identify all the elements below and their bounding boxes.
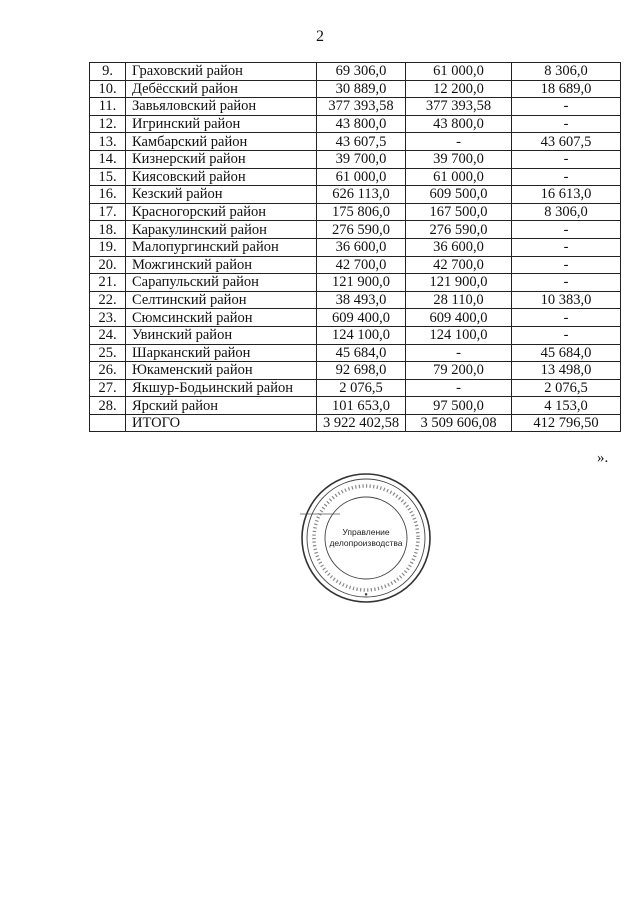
- amount-total: 30 889,0: [317, 80, 406, 98]
- amount-col3: -: [512, 115, 621, 133]
- row-number: 12.: [90, 115, 126, 133]
- amount-col3: -: [512, 274, 621, 292]
- amount-col2: -: [406, 133, 512, 151]
- amount-col3: 4 153,0: [512, 397, 621, 415]
- amount-col3: 8 306,0: [512, 63, 621, 81]
- amount-col3: 13 498,0: [512, 362, 621, 380]
- amount-total: 45 684,0: [317, 344, 406, 362]
- row-number: 27.: [90, 379, 126, 397]
- amount-total: 377 393,58: [317, 98, 406, 116]
- amount-col2: 609 400,0: [406, 309, 512, 327]
- row-number: 23.: [90, 309, 126, 327]
- amount-total: 3 922 402,58: [317, 414, 406, 432]
- district-name: Граховский район: [126, 63, 317, 81]
- amount-col3: 16 613,0: [512, 186, 621, 204]
- svg-text:●: ●: [364, 592, 368, 598]
- table-row: [90, 133, 621, 151]
- amount-col2: 79 200,0: [406, 362, 512, 380]
- stamp-text-line2: делопроизводства: [329, 538, 403, 548]
- amount-col2: 61 000,0: [406, 168, 512, 186]
- amount-col2: 97 500,0: [406, 397, 512, 415]
- closing-quote: ».: [597, 450, 609, 466]
- district-name: Кизнерский район: [126, 150, 317, 168]
- amount-col2: 609 500,0: [406, 186, 512, 204]
- district-name: Можгинский район: [126, 256, 317, 274]
- amount-col3: 45 684,0: [512, 344, 621, 362]
- amount-col2: 43 800,0: [406, 115, 512, 133]
- table-row: [90, 115, 621, 133]
- district-name: Завьяловский район: [126, 98, 317, 116]
- stamp-seal-graphic: [300, 472, 432, 604]
- amount-total: 38 493,0: [317, 291, 406, 309]
- row-number: 22.: [90, 291, 126, 309]
- row-number: [90, 414, 126, 432]
- table-row: [90, 168, 621, 186]
- row-number: 9.: [90, 63, 126, 81]
- amount-total: 92 698,0: [317, 362, 406, 380]
- district-name: ИТОГО: [126, 414, 317, 432]
- table-row: [90, 379, 621, 397]
- amount-col3: 18 689,0: [512, 80, 621, 98]
- amount-col2: 36 600,0: [406, 238, 512, 256]
- district-name: Кезский район: [126, 186, 317, 204]
- amount-col3: -: [512, 256, 621, 274]
- amount-total: 42 700,0: [317, 256, 406, 274]
- row-number: 14.: [90, 150, 126, 168]
- amount-total: 175 806,0: [317, 203, 406, 221]
- amount-col3: 412 796,50: [512, 414, 621, 432]
- row-number: 24.: [90, 326, 126, 344]
- amount-col2: 12 200,0: [406, 80, 512, 98]
- row-number: 16.: [90, 186, 126, 204]
- table-row: [90, 256, 621, 274]
- amount-total: 609 400,0: [317, 309, 406, 327]
- amount-col2: 167 500,0: [406, 203, 512, 221]
- budget-table: [89, 62, 621, 432]
- table-row: [90, 203, 621, 221]
- district-name: Якшур-Бодьинский район: [126, 379, 317, 397]
- district-name: Юкаменский район: [126, 362, 317, 380]
- amount-total: 2 076,5: [317, 379, 406, 397]
- table-row: [90, 344, 621, 362]
- official-stamp: [300, 472, 432, 604]
- row-number: 15.: [90, 168, 126, 186]
- amount-col3: 43 607,5: [512, 133, 621, 151]
- amount-col3: -: [512, 150, 621, 168]
- amount-col3: -: [512, 309, 621, 327]
- row-number: 26.: [90, 362, 126, 380]
- district-name: Красногорский район: [126, 203, 317, 221]
- row-number: 11.: [90, 98, 126, 116]
- table-total-row: [90, 414, 621, 432]
- table-row: [90, 186, 621, 204]
- table-row: [90, 291, 621, 309]
- amount-col2: 377 393,58: [406, 98, 512, 116]
- district-name: Увинский район: [126, 326, 317, 344]
- district-name: Игринский район: [126, 115, 317, 133]
- row-number: 10.: [90, 80, 126, 98]
- row-number: 25.: [90, 344, 126, 362]
- amount-col3: -: [512, 221, 621, 239]
- district-name: Сарапульский район: [126, 274, 317, 292]
- district-name: Дебёсский район: [126, 80, 317, 98]
- row-number: 21.: [90, 274, 126, 292]
- amount-total: 39 700,0: [317, 150, 406, 168]
- page-number: 2: [316, 28, 324, 45]
- amount-col3: 10 383,0: [512, 291, 621, 309]
- amount-total: 36 600,0: [317, 238, 406, 256]
- table-row: [90, 362, 621, 380]
- amount-col2: 121 900,0: [406, 274, 512, 292]
- amount-total: 121 900,0: [317, 274, 406, 292]
- table-row: [90, 221, 621, 239]
- amount-col2: 28 110,0: [406, 291, 512, 309]
- amount-total: 626 113,0: [317, 186, 406, 204]
- amount-total: 43 607,5: [317, 133, 406, 151]
- amount-col2: 61 000,0: [406, 63, 512, 81]
- amount-col2: -: [406, 379, 512, 397]
- table-row: [90, 80, 621, 98]
- row-number: 20.: [90, 256, 126, 274]
- amount-col2: 3 509 606,08: [406, 414, 512, 432]
- amount-col2: 124 100,0: [406, 326, 512, 344]
- amount-col3: 8 306,0: [512, 203, 621, 221]
- table-row: [90, 238, 621, 256]
- district-name: Селтинский район: [126, 291, 317, 309]
- amount-col2: 42 700,0: [406, 256, 512, 274]
- amount-col2: 39 700,0: [406, 150, 512, 168]
- amount-total: 69 306,0: [317, 63, 406, 81]
- table-row: [90, 150, 621, 168]
- amount-total: 124 100,0: [317, 326, 406, 344]
- row-number: 13.: [90, 133, 126, 151]
- row-number: 17.: [90, 203, 126, 221]
- amount-col3: -: [512, 326, 621, 344]
- row-number: 18.: [90, 221, 126, 239]
- amount-total: 101 653,0: [317, 397, 406, 415]
- district-name: Киясовский район: [126, 168, 317, 186]
- stamp-text-line1: Управление: [342, 527, 390, 537]
- amount-col2: -: [406, 344, 512, 362]
- table-row: [90, 63, 621, 81]
- amount-total: 43 800,0: [317, 115, 406, 133]
- table-row: [90, 274, 621, 292]
- table-body: [90, 63, 621, 432]
- amount-col3: 2 076,5: [512, 379, 621, 397]
- row-number: 28.: [90, 397, 126, 415]
- district-name: Малопургинский район: [126, 238, 317, 256]
- row-number: 19.: [90, 238, 126, 256]
- amount-col2: 276 590,0: [406, 221, 512, 239]
- amount-total: 61 000,0: [317, 168, 406, 186]
- amount-col3: -: [512, 98, 621, 116]
- district-name: Ярский район: [126, 397, 317, 415]
- district-name: Сюмсинский район: [126, 309, 317, 327]
- district-name: Камбарский район: [126, 133, 317, 151]
- table-row: [90, 326, 621, 344]
- amount-total: 276 590,0: [317, 221, 406, 239]
- table-row: [90, 309, 621, 327]
- district-name: Каракулинский район: [126, 221, 317, 239]
- table-row: [90, 98, 621, 116]
- table-row: [90, 397, 621, 415]
- amount-col3: -: [512, 238, 621, 256]
- amount-col3: -: [512, 168, 621, 186]
- district-name: Шарканский район: [126, 344, 317, 362]
